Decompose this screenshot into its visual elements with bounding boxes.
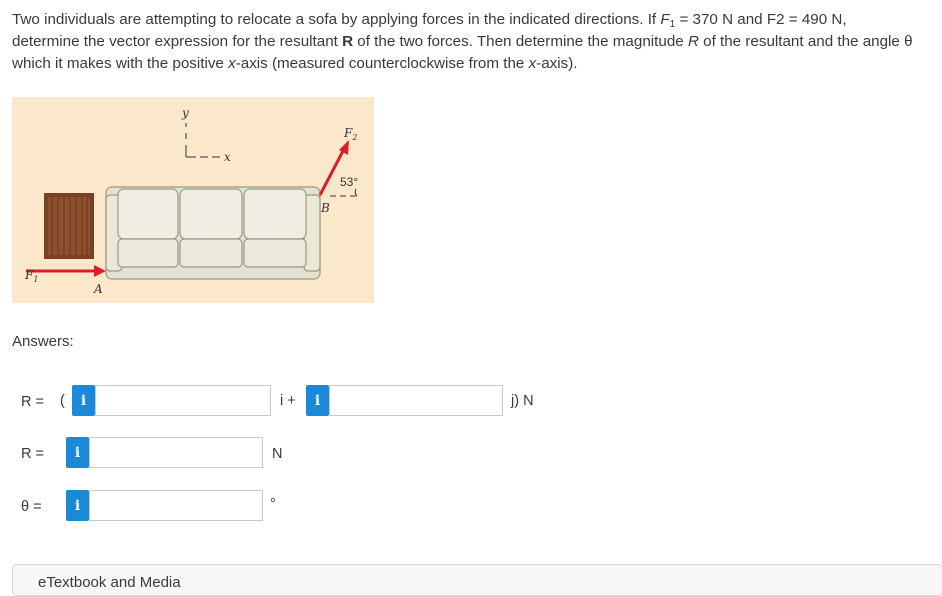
y-axis-label: y: [182, 106, 189, 120]
i-unit-label: i +: [280, 393, 296, 409]
info-icon[interactable]: i: [306, 385, 329, 416]
info-icon[interactable]: i: [66, 437, 89, 468]
magnitude-label: R =: [21, 446, 44, 462]
angle-53-label: 53°: [340, 175, 359, 189]
degree-unit-label: °: [270, 496, 276, 512]
etextbook-link[interactable]: eTextbook and Media: [38, 574, 181, 591]
f2-label: $F_2$: [344, 126, 358, 142]
magnitude-input[interactable]: [89, 437, 263, 468]
f1-label: $F_1$: [25, 268, 39, 284]
etextbook-panel[interactable]: [12, 564, 942, 596]
problem-statement: Two individuals are attempting to relocate a sofa by applying forces in the indicated directions. If $F_1 = 370$ N and F2 = 490 N, determine the vector expression for the resultant R of the two forces. Then determine the magnitude R of the resultant and the angle θ which it makes with the positive x-axis (measured counterclockwise from the x-axis).: [12, 11, 913, 72]
sofa-force-diagram: [12, 97, 374, 303]
info-icon[interactable]: i: [72, 385, 95, 416]
open-paren: (: [60, 393, 65, 409]
point-a-label: A: [94, 282, 103, 296]
point-b-label: B: [321, 201, 330, 215]
info-icon[interactable]: i: [66, 490, 89, 521]
angle-input[interactable]: [89, 490, 263, 521]
angle-label: θ =: [21, 499, 42, 515]
rx-input[interactable]: [95, 385, 271, 416]
sofa: [106, 187, 320, 279]
side-table: [44, 193, 94, 259]
j-unit-label: j) N: [511, 393, 534, 409]
x-axis-label: x: [224, 150, 231, 164]
answers-heading: Answers:: [12, 333, 74, 350]
resultant-vector-label: R =: [21, 394, 44, 410]
newton-unit-label: N: [272, 446, 283, 462]
ry-input[interactable]: [329, 385, 503, 416]
